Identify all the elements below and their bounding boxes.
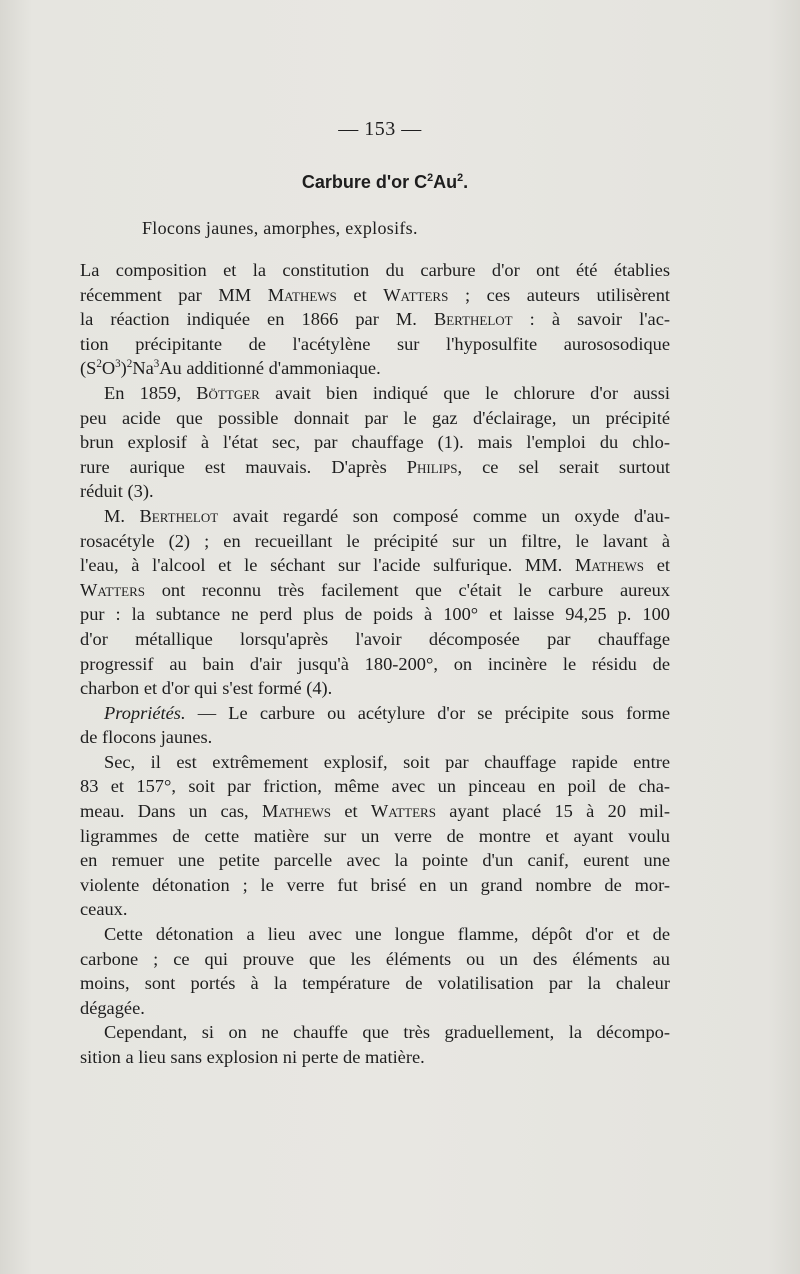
superscript: 2 — [126, 358, 133, 371]
heading-prefix: Carbure d'or C — [301, 172, 428, 192]
text-line — [80, 627, 670, 652]
text-run: et — [336, 284, 384, 305]
text-line — [80, 430, 670, 455]
text-line — [80, 1045, 670, 1070]
text-run: ligrammes de cette matière sur un verre de montre et ayant voulu — [80, 825, 670, 846]
text-run: réduit (3). — [80, 481, 154, 502]
text-line — [80, 971, 670, 996]
author-name: Mathews — [574, 555, 645, 576]
text-run: ; ces auteurs utilisèrent — [448, 284, 671, 305]
text-run: et — [331, 801, 371, 822]
text-line — [80, 676, 670, 701]
text-line — [80, 996, 670, 1021]
text-run: ceaux. — [80, 899, 128, 920]
text-line — [80, 504, 670, 529]
text-run: carbone ; ce qui prouve que les éléments ou un des éléments au — [80, 948, 670, 969]
text-line — [80, 455, 670, 480]
author-name: Mathews — [261, 801, 332, 822]
body-text — [80, 258, 670, 1070]
text-run: peu acide que possible donnait par le gaz d'éclairage, un précipité — [80, 407, 670, 428]
text-run: violente détonation ; le verre fut brisé en un grand nombre de mor- — [80, 874, 670, 895]
author-name: Watters — [80, 579, 146, 600]
text-line — [80, 307, 670, 332]
superscript: 3 — [115, 358, 121, 371]
text-run: charbon et d'or qui s'est formé (4). — [80, 678, 333, 699]
text-run: l'eau, à l'alcool et le séchant sur l'acide sulfurique. MM. — [80, 555, 575, 576]
text-run: et — [644, 555, 671, 576]
text-line — [80, 897, 670, 922]
author-name: Böttger — [196, 382, 260, 403]
heading-mid: Au — [433, 172, 458, 192]
text-run: Na — [132, 358, 154, 379]
text-run: brun explosif à l'état sec, par chauffage (1). mais l'emploi du chlo- — [80, 432, 670, 453]
text-line — [80, 258, 670, 283]
author-name: Mathews — [267, 284, 337, 305]
text-line — [80, 529, 670, 554]
text-run: la réaction indiquée en 1866 par M. — [80, 309, 434, 330]
text-run: tion précipitante de l'acétylène sur l'hyposulfite aurososodique — [80, 333, 670, 354]
superscript: 3 — [153, 358, 160, 371]
author-name: Berthelot — [433, 309, 513, 330]
text-run — [80, 703, 104, 723]
author-name: Watters — [383, 284, 449, 305]
text-run: ayant placé 15 à 20 mil- — [435, 801, 670, 822]
text-run: La composition et la constitution du carbure d'or ont été établies — [80, 260, 670, 280]
author-name: Watters — [370, 801, 436, 822]
heading-suffix: . — [463, 172, 469, 192]
text-run: En 1859, — [104, 382, 197, 403]
text-run: de flocons jaunes. — [80, 727, 213, 748]
text-run: rosacétyle (2) ; en recueillant le précipité sur un filtre, le lavant à — [80, 530, 670, 551]
text-line — [80, 947, 670, 972]
text-line — [80, 381, 670, 406]
text-run: , ce sel serait surtout — [457, 456, 671, 477]
text-run: Cette détonation a lieu avec une longue flamme, dépôt d'or et de — [104, 924, 670, 945]
text-line — [80, 774, 670, 799]
text-run: O — [101, 358, 116, 379]
text-run: d'or métallique lorsqu'après l'avoir décomposée par chauffage — [80, 628, 670, 649]
text-line — [80, 848, 670, 873]
text-line — [80, 799, 670, 824]
text-run: 83 et 157°, soit par friction, même avec un pinceau en poil de cha- — [80, 776, 670, 797]
text-line — [80, 283, 670, 308]
text-line — [80, 824, 670, 849]
text-line — [80, 873, 670, 898]
text-line — [80, 725, 670, 750]
section-subtitle: Flocons jaunes, amorphes, explosifs. — [142, 218, 418, 238]
text-run: : à savoir l'ac- — [512, 309, 670, 330]
page-number: — 153 — — [338, 118, 422, 140]
superscript: 2 — [96, 358, 102, 371]
text-line — [80, 602, 670, 627]
text-run: — Le carbure ou acétylure d'or se précipite sous forme — [185, 702, 670, 723]
text-run: récemment par MM — [80, 284, 268, 305]
text-line — [80, 578, 670, 603]
author-name: Philips — [406, 456, 458, 477]
text-run: Sec, il est extrêmement explosif, soit par chauffage rapide entre — [104, 751, 670, 772]
text-line — [80, 479, 670, 504]
heading-subscript-1: 2 — [427, 172, 434, 184]
text-run: sition a lieu sans explosion ni perte de matière. — [80, 1047, 425, 1067]
text-line — [80, 332, 670, 357]
text-run: pur : la subtance ne perd plus de poids à 100° et laisse 94,25 p. 100 — [80, 604, 670, 625]
text-line — [80, 356, 670, 381]
text-run: en remuer une petite parcelle avec la pointe d'un canif, eurent une — [80, 850, 670, 871]
text-run: rure aurique est mauvais. D'après — [80, 456, 407, 477]
heading-subscript-2: 2 — [457, 172, 464, 184]
section-heading — [0, 172, 770, 193]
text-run: moins, sont portés à la température de volatilisation par la chaleur — [80, 973, 670, 994]
text-line — [80, 652, 670, 677]
italic-run: Propriétés. — [104, 702, 186, 723]
text-line — [80, 1020, 670, 1045]
text-run: (S — [80, 358, 97, 379]
text-line — [80, 701, 670, 726]
text-run: Au additionné d'ammoniaque. — [159, 358, 381, 379]
text-run: avait regardé son composé comme un oxyde d'au- — [218, 505, 670, 526]
text-run: ) — [120, 358, 127, 379]
text-run: progressif au bain d'air jusqu'à 180-200°, on incinère le résidu de — [80, 653, 670, 674]
text-line — [80, 922, 670, 947]
text-run: meau. Dans un cas, — [80, 801, 262, 822]
text-run: Cependant, si on ne chauffe que très graduellement, la décompo- — [104, 1022, 670, 1043]
text-line — [80, 750, 670, 775]
text-run: avait bien indiqué que le chlorure d'or aussi — [259, 382, 670, 403]
text-run: dégagée. — [80, 997, 145, 1018]
author-name: Berthelot — [139, 505, 219, 526]
text-run: M. — [104, 505, 140, 526]
text-line — [80, 406, 670, 431]
text-line — [80, 553, 670, 578]
text-run: ont reconnu très facilement que c'était le carbure aureux — [145, 579, 670, 600]
